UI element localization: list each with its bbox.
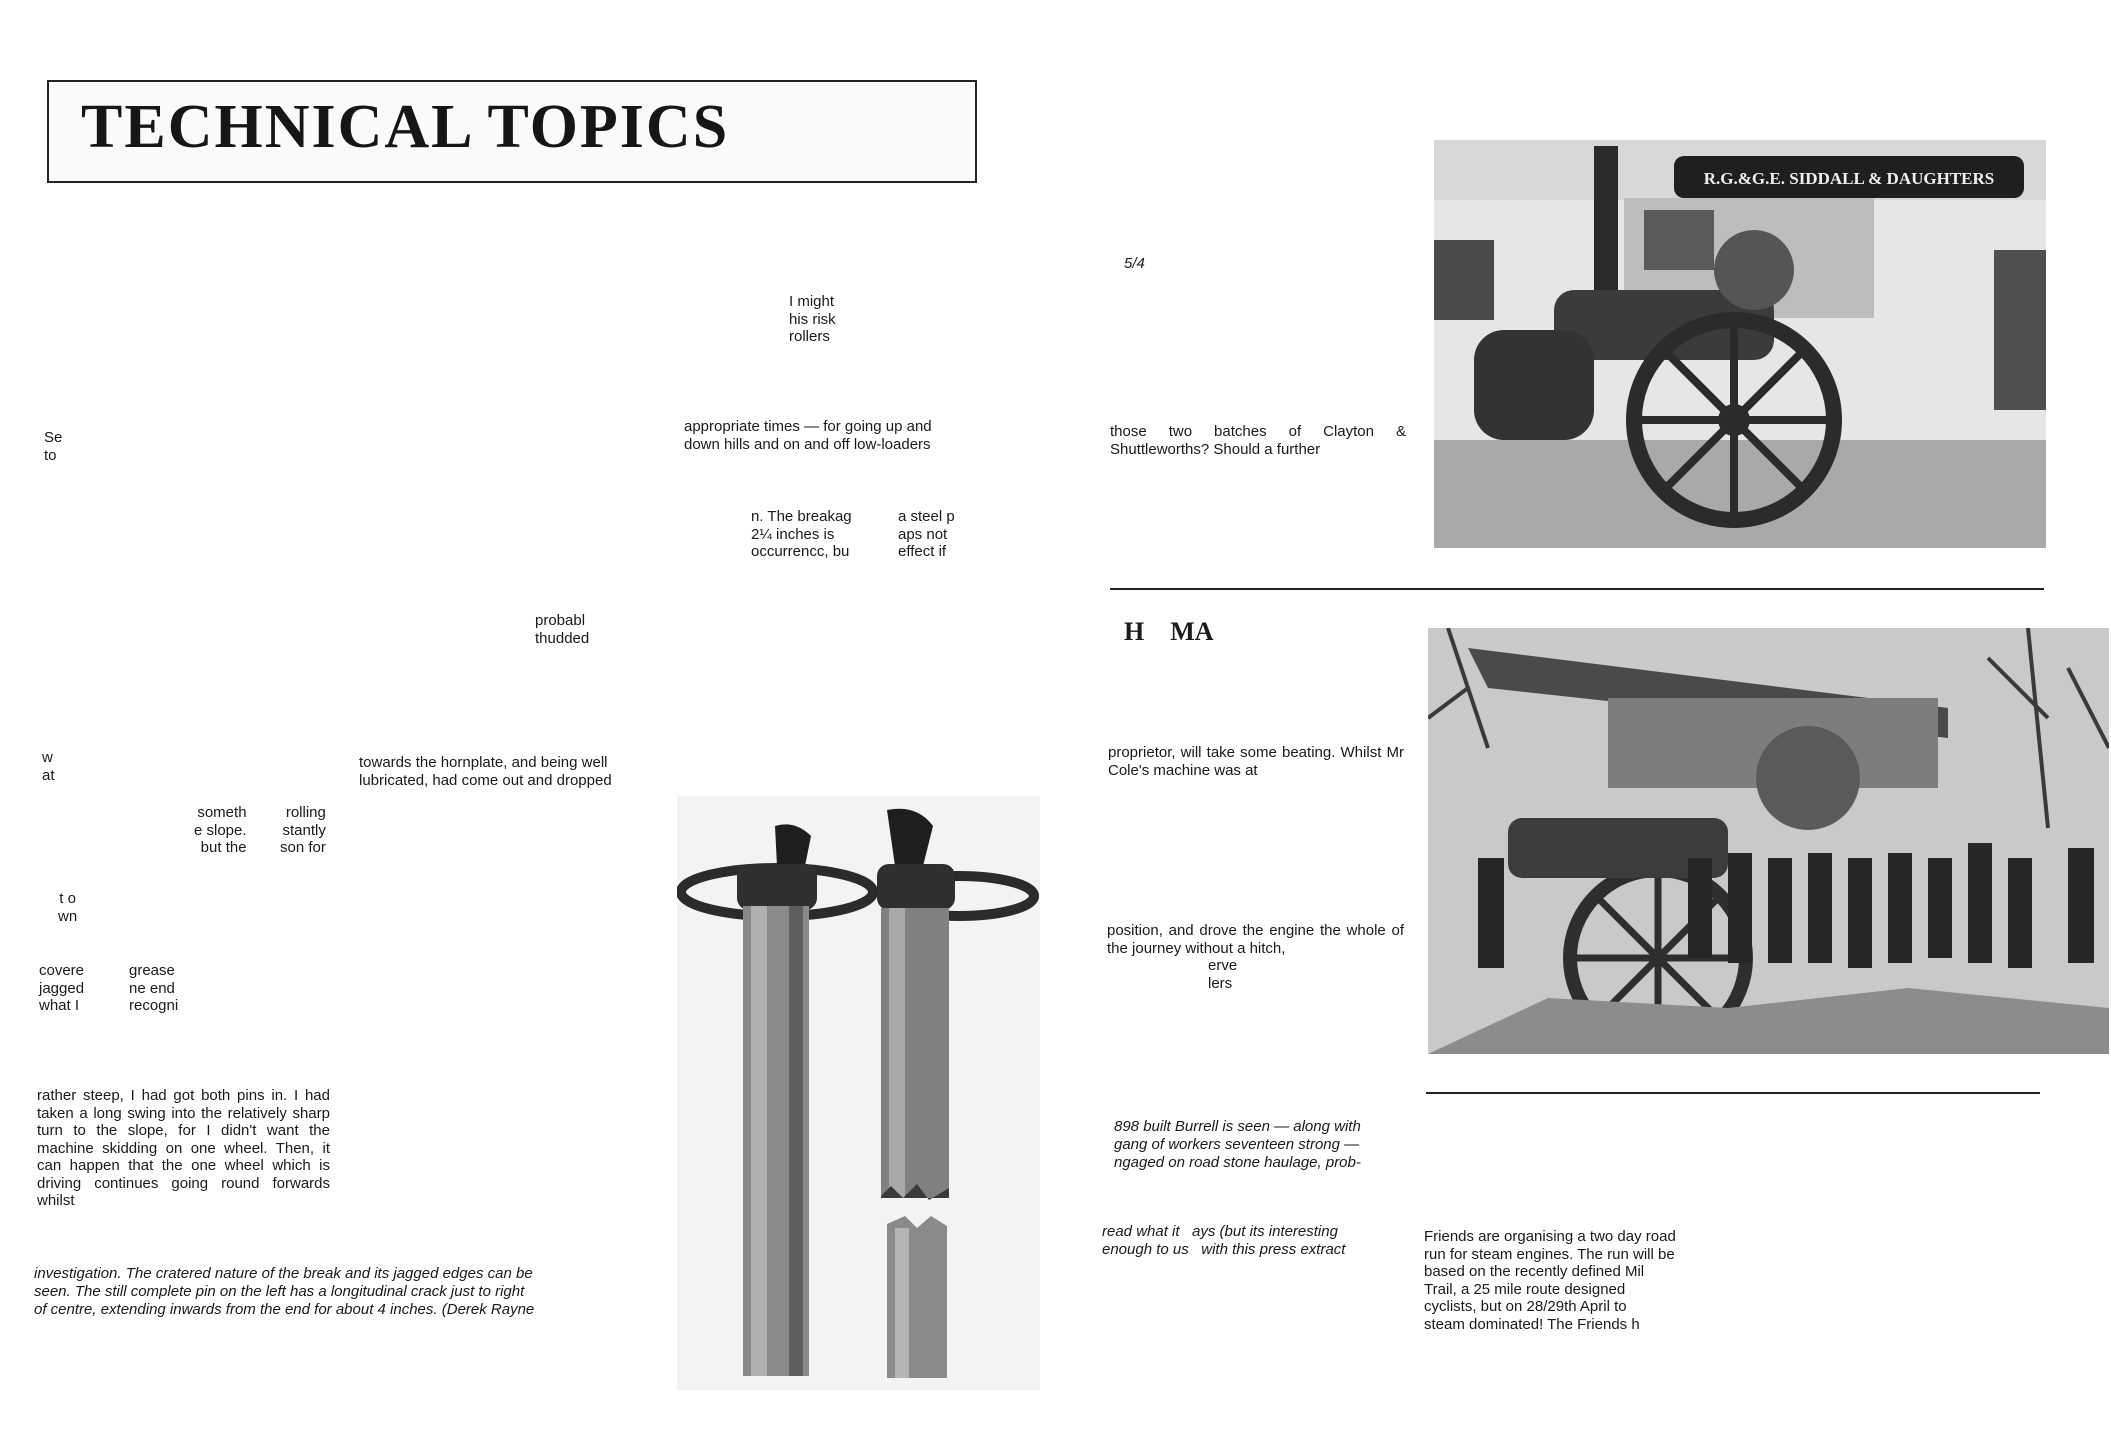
text-fragment-breakage-b: a steel p aps not effect if	[898, 508, 955, 560]
burrell-haulage-photo	[1428, 628, 2109, 1054]
text-fragment-someth: someth e slope. but the	[194, 804, 247, 856]
text-fragment-probably: probabl thudded	[535, 612, 590, 647]
page-title: TECHNICAL TOPICS	[81, 93, 730, 161]
text-fragment-rolling: rolling stantly son for	[280, 804, 326, 856]
text-fragment-rather-steep: rather steep, I had got both pins in. I had taken a long swing into the relatively sharp turn to the slope, for I didn't want the machine skidding on one wheel. Then, it can happen that the one wheel which is driving continues going round forwards whilst	[37, 1087, 330, 1209]
broken-pins-photo	[677, 796, 1040, 1390]
page-number: 5/4	[1124, 255, 1145, 272]
text-fragment-position: position, and drove the engine the whole of the journey without a hitch,	[1107, 922, 1404, 957]
burrell-photo-caption: 898 built Burrell is seen — along with gang of workers seventeen strong — ngaged on road stone haulage, prob-	[1114, 1118, 1361, 1171]
siddall-roller-photo	[1434, 140, 2046, 548]
text-fragment-se: Se to	[44, 429, 63, 464]
text-fragment-covere: covere jagged what I	[39, 962, 85, 1014]
pin-photo-caption: investigation. The cratered nature of the break and its jagged edges can be seen. The still complete pin on the left has a longitudinal crack just to right of centre, extending inwards from the end for about 4 inches. (Derek Rayne	[34, 1265, 535, 1318]
text-fragment-proprietor: proprietor, will take some beating. Whilst Mr Cole's machine was at	[1108, 744, 1404, 779]
text-fragment-friends: Friends are organising a two day road run for steam engines. The run will be based on the recently defined Mil Trail, a 25 mile route designed cyclists, but on 28/29th April to steam dominated! The Friends h	[1424, 1228, 1676, 1333]
text-fragment-might: I might his risk rollers	[789, 293, 836, 345]
text-fragment-breakage-a: n. The breakag 2¼ inches is occurrencc, bu	[751, 508, 852, 560]
text-fragment-clayton: those two batches of Clayton & Shuttleworths? Should a further	[1110, 423, 1406, 458]
text-fragment-grease: grease ne end recogni	[129, 962, 179, 1014]
text-fragment-read-what: read what it ays (but its interesting enough to us with this press extract	[1102, 1223, 1346, 1258]
text-fragment-erve: erve lers	[1208, 957, 1238, 992]
text-fragment-w: w at	[42, 749, 55, 784]
text-fragment-hornplate: towards the hornplate, and being well lubricated, had come out and dropped	[359, 754, 612, 789]
text-fragment-appropriate: appropriate times — for going up and down hills and on and off low-loaders	[684, 418, 932, 453]
section-divider	[1110, 588, 2044, 590]
burrell-caption-divider	[1426, 1092, 2040, 1094]
text-fragment-to: t o wn	[58, 890, 78, 925]
title-box	[47, 80, 977, 183]
engine-signwriting: R.G.&G.E. SIDDALL & DAUGHTERS	[1703, 169, 1995, 188]
section-heading: H MA	[1124, 617, 1214, 646]
